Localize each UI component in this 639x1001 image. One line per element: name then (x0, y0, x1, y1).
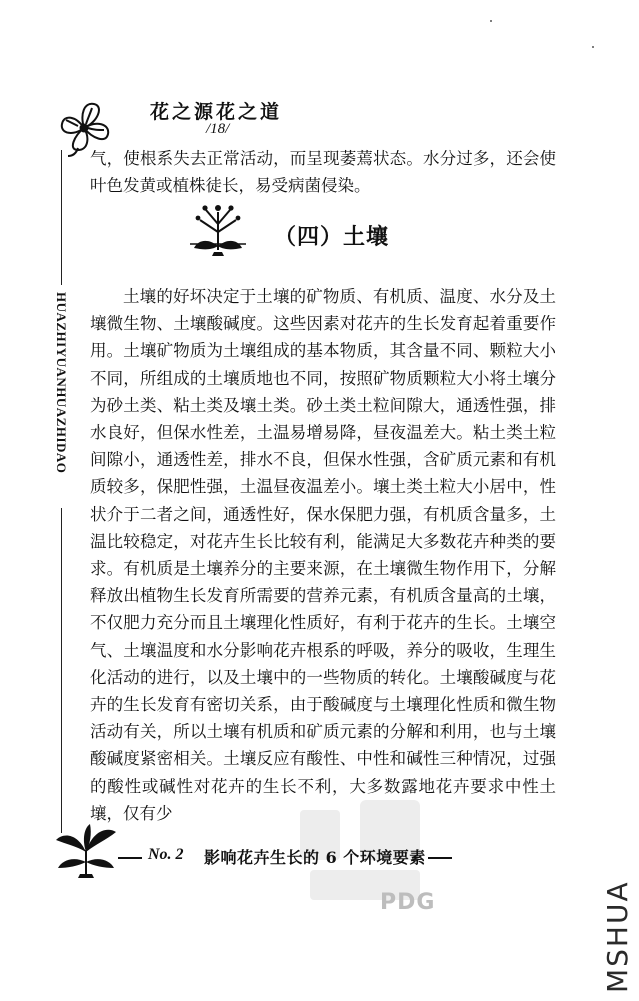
side-rule-top (61, 150, 62, 285)
section-heading: （四）土壤 (274, 225, 390, 250)
page-number: /18/ (206, 121, 230, 137)
plant-sprig-icon (182, 198, 254, 260)
leafy-plant-icon (52, 822, 120, 880)
scan-speck (592, 46, 594, 48)
footer-chapter-title: 影响花卉生长的 6 个环境要素 (204, 848, 426, 867)
side-vertical-title: HUAZHIYUANHUAZHIDAO (54, 292, 69, 474)
footer-rule-left (118, 857, 142, 859)
book-title: 花之源花之道 (150, 101, 283, 123)
edge-stamp: MSHUA (601, 880, 634, 994)
paragraph-continued: 气，使根系失去正常活动，而呈现萎蔫状态。水分过多，还会使叶色发黄或植株徒长，易受病菌侵染。 (90, 149, 556, 196)
paragraph-soil: 土壤的好坏决定于土壤的矿物质、有机质、温度、水分及土壤微生物、土壤酸碱度。这些因素对花卉的生长发育起着重要作用。土壤矿物质为土壤组成的基本物质，其含量不同、颗粒大小不同，所组成的土壤质地也不同，按照矿物质颗粒大小将土壤分为砂土类、粘土类及壤土类。砂土类土粒间隙大，通透性强，排水良好，但保水性差，土温易增易降，昼夜温差大。粘土类土粒间隙小，通透性差，排水不良，但保水性强，含矿质元素和有机质较多，保肥性强，土温昼夜温差小。壤土类土粒大小居中，性状介于二者之间，通透性好，保水保肥力强，有机质含量多，土温比较稳定，对花卉生长比较有利，能满足大多数花卉种类的要求。有机质是土壤养分的主要来源，在土壤微生物作用下，分解释放出植物生长发育所需要的营养元素，有机质含量高的土壤，不仅肥力充分而且土壤理化性质好，有利于花卉的生长。土壤空气、土壤温度和水分影响花卉根系的呼吸，养分的吸收，生理生化活动的进行，以及土壤中的一些物质的转化。土壤酸碱度与花卉的生长发育有密切关系，由于酸碱度与土壤理化性质和微生物活动有关，所以土壤有机质和矿质元素的分解和利用，也与土壤酸碱度紧密相关。土壤反应有酸性、中性和碱性三种情况，过强的酸性或碱性对花卉的生长不利，大多数露地花卉要求中性土壤，仅有少 (90, 287, 556, 823)
footer-chapter-number: No. 2 (148, 846, 184, 863)
footer-rule-right (428, 857, 452, 859)
scan-speck (490, 20, 492, 22)
side-rule-bottom (61, 508, 62, 833)
watermark-text: PDG (380, 890, 436, 915)
